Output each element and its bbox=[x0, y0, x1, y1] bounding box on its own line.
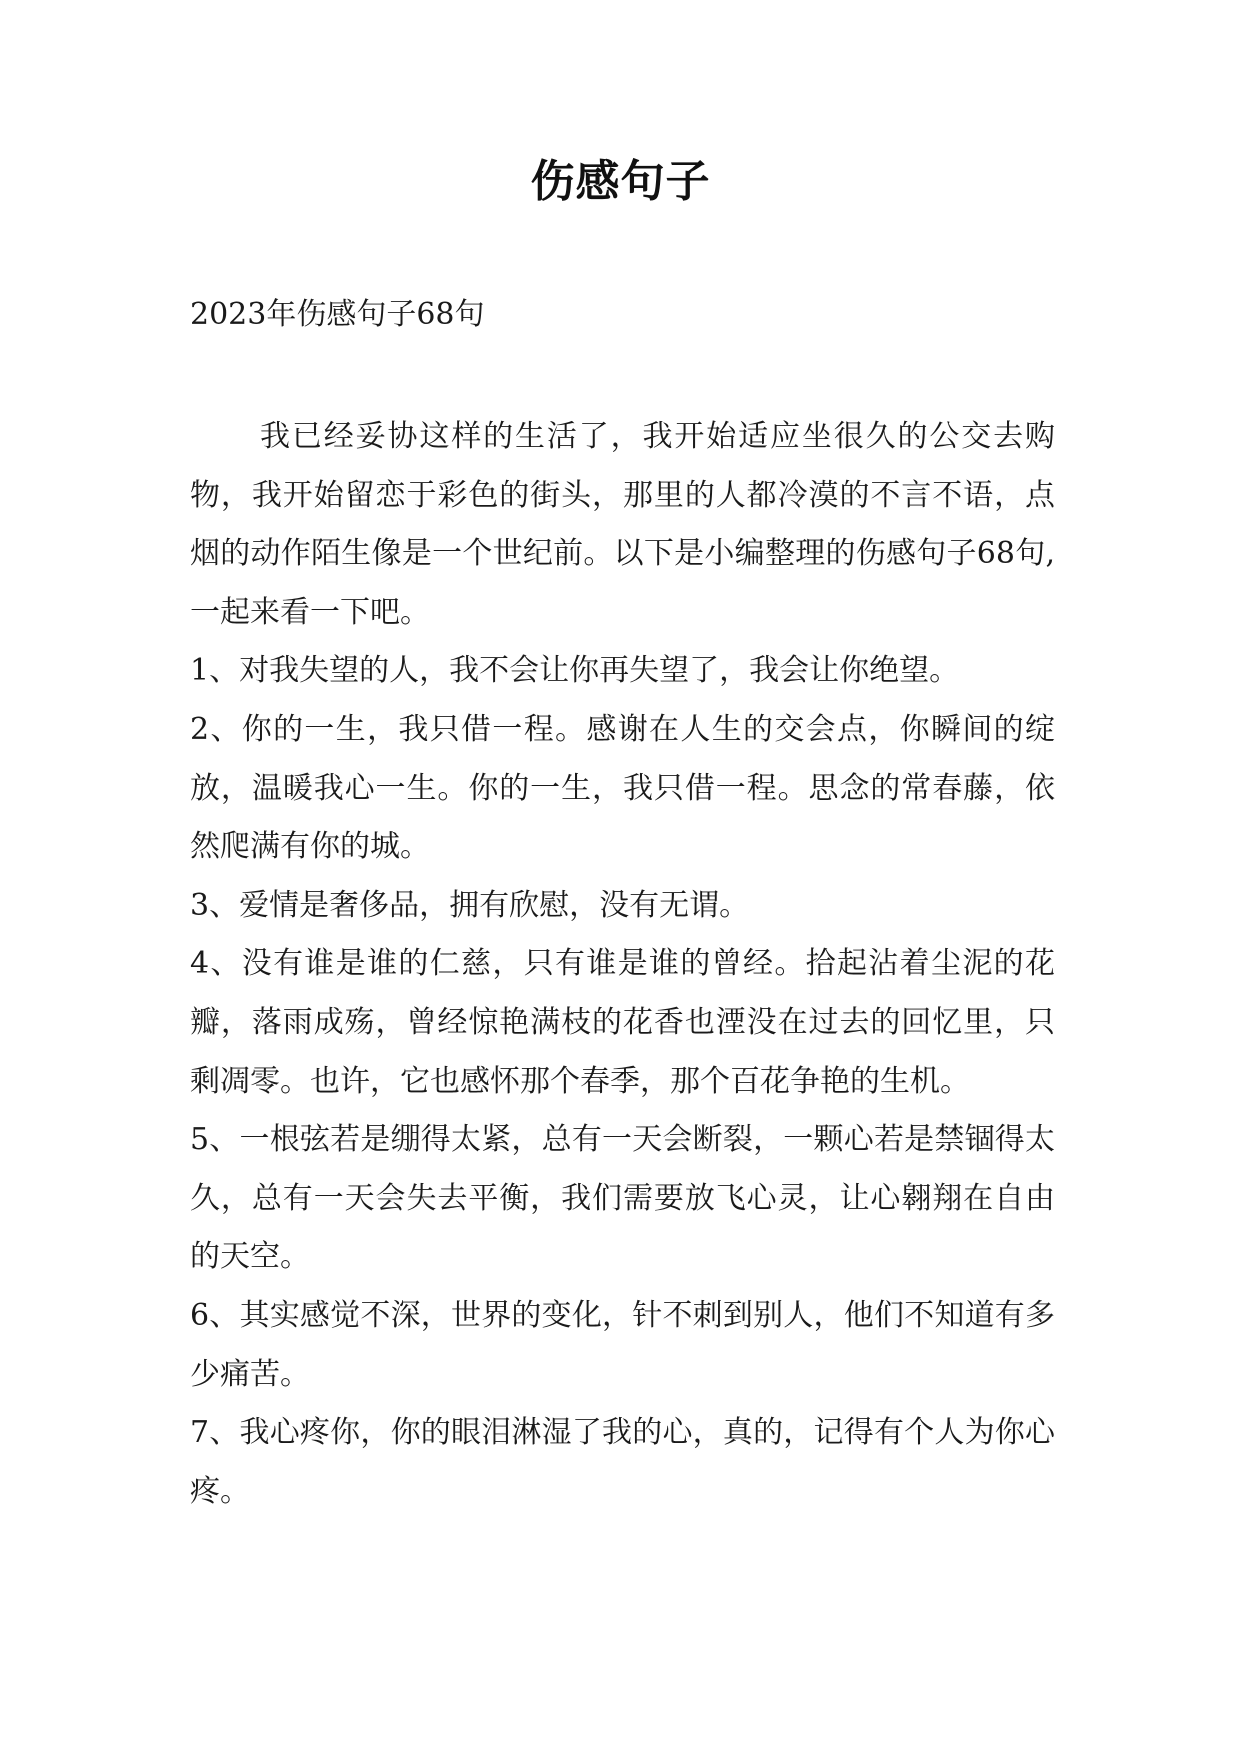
list-item: 6、其实感觉不深，世界的变化，针不刺到别人，他们不知道有多少痛苦。 bbox=[190, 1297, 1055, 1392]
list-item: 4、没有谁是谁的仁慈，只有谁是谁的曾经。拾起沾着尘泥的花瓣，落雨成殇，曾经惊艳满枝的花香也湮没在过去的回忆里，只剩凋零。也许，它也感怀那个春季，那个百花争艳的生机。 bbox=[190, 946, 1055, 1099]
list-item: 1、对我失望的人，我不会让你再失望了，我会让你绝望。 bbox=[190, 653, 960, 689]
list-item: 7、我心疼你，你的眼泪淋湿了我的心，真的，记得有个人为你心疼。 bbox=[190, 1415, 1055, 1509]
document-body bbox=[190, 408, 1055, 1521]
list-item: 3、爱情是奢侈品，拥有欣慰，没有无谓。 bbox=[190, 887, 750, 923]
intro-paragraph: 我已经妥协这样的生活了，我开始适应坐很久的公交去购物，我开始留恋于彩色的街头，那里的人都冷漠的不言不语，点烟的动作陌生像是一个世纪前。以下是小编整理的伤感句子68句,一起来看一下吧。 bbox=[190, 419, 1055, 630]
document-subtitle: 2023年伤感句子68句 bbox=[190, 297, 485, 332]
page-title: 伤感句子 bbox=[530, 156, 711, 207]
list-item: 2、你的一生，我只借一程。感谢在人生的交会点，你瞬间的绽放，温暖我心一生。你的一生，我只借一程。思念的常春藤，依然爬满有你的城。 bbox=[190, 711, 1055, 865]
list-item: 5、一根弦若是绷得太紧，总有一天会断裂，一颗心若是禁锢得太久，总有一天会失去平衡，我们需要放飞心灵，让心翱翔在自由的天空。 bbox=[190, 1122, 1055, 1275]
